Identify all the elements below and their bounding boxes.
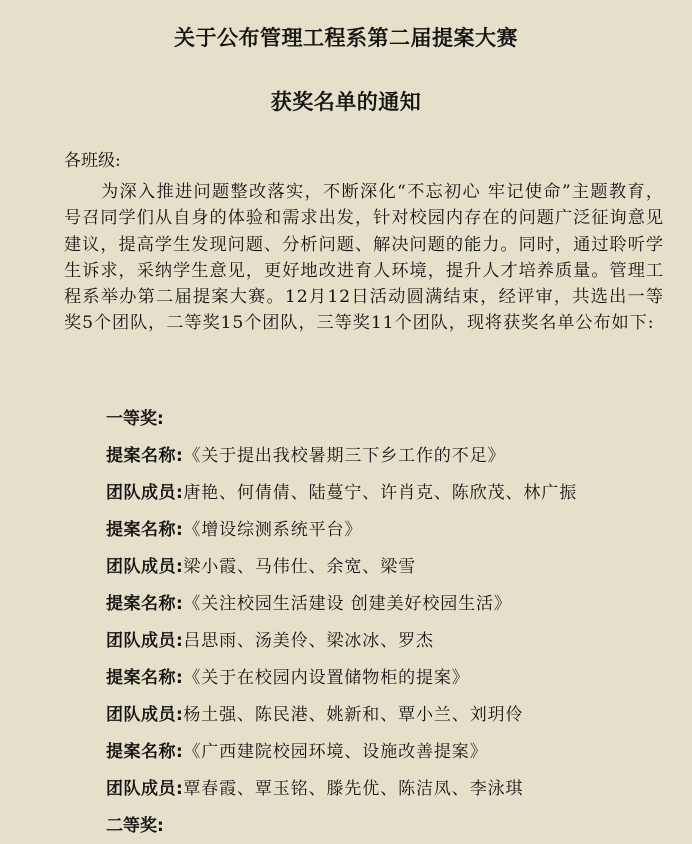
first-prize-heading: 一等奖: xyxy=(106,409,164,429)
proposal-label: 提案名称: xyxy=(106,594,184,614)
proposal-row xyxy=(106,589,512,614)
team-row xyxy=(106,700,523,725)
notice-title-line-2: 获奖名单的通知 xyxy=(270,90,422,114)
team-row xyxy=(106,478,577,503)
second-prize-heading: 二等奖: xyxy=(106,816,164,836)
proposal-name: 《关注校园生活建设 创建美好校园生活》 xyxy=(183,594,512,614)
proposal-row xyxy=(106,737,488,762)
proposal-name: 《关于在校园内设置储物柜的提案》 xyxy=(183,668,470,688)
notice-title-line-1: 关于公布管理工程系第二届提案大赛 xyxy=(174,26,518,50)
proposal-label: 提案名称: xyxy=(106,520,184,540)
proposal-name: 《关于提出我校暑期三下乡工作的不足》 xyxy=(183,446,506,466)
notice-body-paragraph: 为深入推进问题整改落实，不断深化“不忘初心 牢记使命”主题教育，号召同学们从自身的体验和需求出发，针对校园内存在的问题广泛征询意见建议，提高学生发现问题、分析问题、解决问题的能力。同时，通过聆听学生诉求，采纳学生意见，更好地改进育人环境，提升人才培养质量。管理工程系举办第二届提案大赛。12月12日活动圆满结束，经评审，共选出一等奖5个团队，二等奖15个团队，三等奖11个团队，现将获奖名单公布如下: xyxy=(64,182,664,334)
proposal-row xyxy=(106,515,362,540)
team-members: 梁小霞、马伟仕、余宽、梁雪 xyxy=(183,557,417,577)
proposal-name: 《广西建院校园环境、设施改善提案》 xyxy=(183,742,488,762)
team-label: 团队成员: xyxy=(106,631,184,651)
team-label: 团队成员: xyxy=(106,557,184,577)
proposal-label: 提案名称: xyxy=(106,668,184,688)
proposal-label: 提案名称: xyxy=(106,446,184,466)
team-row xyxy=(106,552,416,577)
team-members: 杨土强、陈民港、姚新和、覃小兰、刘玥伶 xyxy=(183,705,524,725)
team-members: 吕思雨、汤美伶、梁冰冰、罗杰 xyxy=(183,631,434,651)
proposal-name: 《增设综测系统平台》 xyxy=(183,520,363,540)
team-label: 团队成员: xyxy=(106,705,184,725)
team-members: 唐艳、何倩倩、陆蔓宁、许肖克、陈欣茂、林广振 xyxy=(183,483,578,503)
proposal-row xyxy=(106,663,470,688)
proposal-row xyxy=(106,441,506,466)
team-label: 团队成员: xyxy=(106,779,184,799)
team-members: 覃春霞、覃玉铭、滕先优、陈洁凤、李泳琪 xyxy=(183,779,524,799)
team-label: 团队成员: xyxy=(106,483,184,503)
team-row xyxy=(106,774,523,799)
team-row xyxy=(106,626,434,651)
greeting: 各班级: xyxy=(64,151,121,171)
proposal-label: 提案名称: xyxy=(106,742,184,762)
